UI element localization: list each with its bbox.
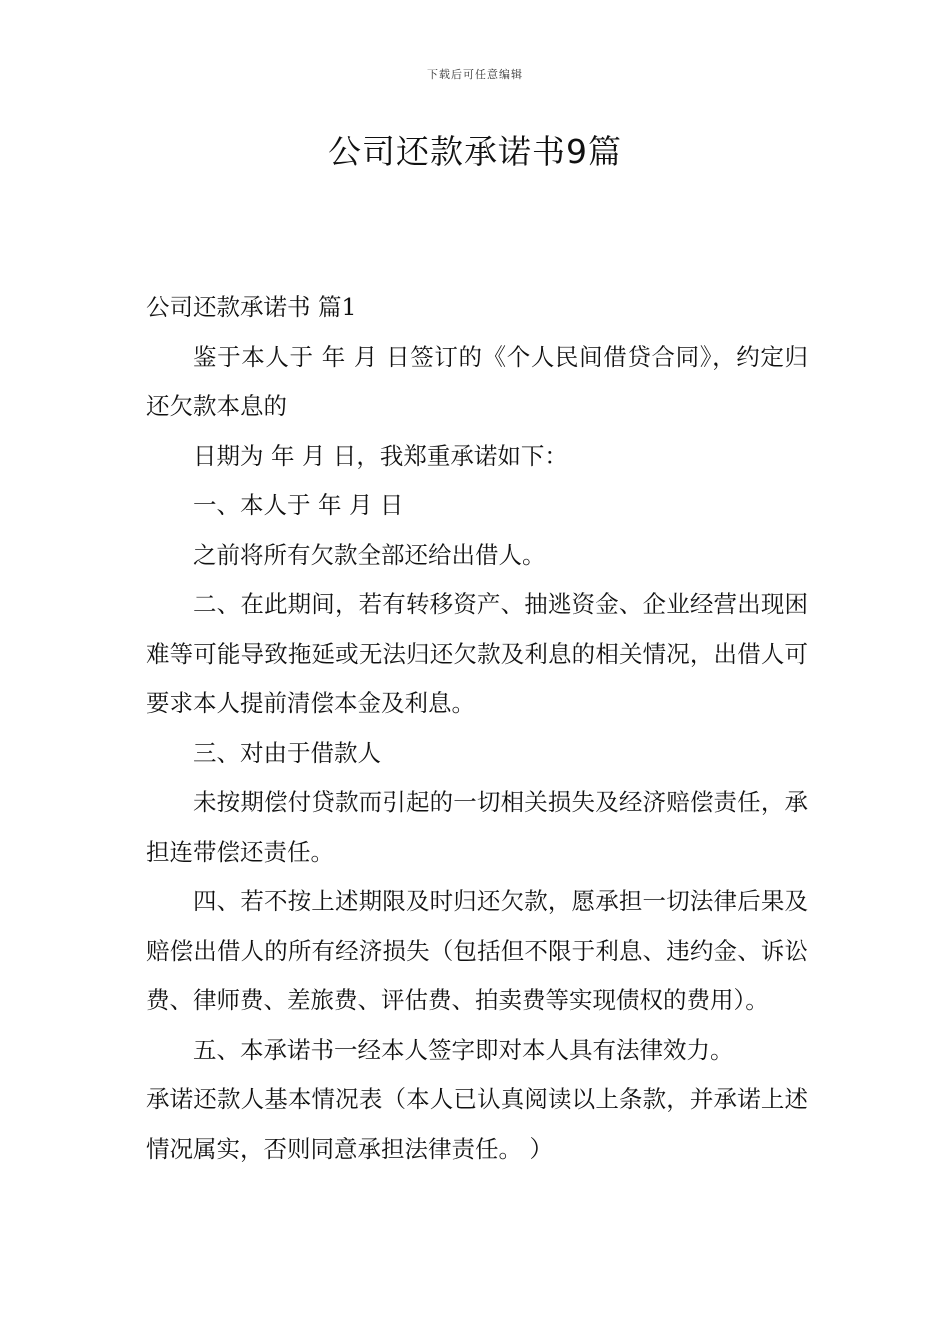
document-body [146, 283, 808, 1174]
paragraph-clause-1-cont: 之前将所有欠款全部还给出借人。 [193, 540, 546, 569]
paragraph-preamble: 鉴于本人于 年 月 日签订的《个人民间借贷合同》，约定归还欠款本息的 [146, 342, 808, 420]
paragraph-date: 日期为 年 月 日，我郑重承诺如下： [193, 441, 568, 470]
paragraph-clause-2: 二、在此期间，若有转移资产、抽逃资金、企业经营出现困难等可能导致拖延或无法归还欠款及利息的相关情况，出借人可要求本人提前清偿本金及利息。 [146, 590, 808, 717]
paragraph-clause-1: 一、本人于 年 月 日 [193, 491, 404, 519]
document-title: 公司还款承诺书9篇 [328, 132, 622, 171]
paragraph-clause-4: 四、若不按上述期限及时归还欠款，愿承担一切法律后果及赔偿出借人的所有经济损失（包括但不限于利息、违约金、诉讼费、律师费、差旅费、评估费、拍卖费等实现债权的费用）。 [146, 887, 808, 1014]
paragraph-clause-5: 五、本承诺书一经本人签字即对本人具有法律效力。 [193, 1035, 734, 1064]
paragraph-clause-3: 三、对由于借款人 [193, 738, 381, 767]
paragraph-info-table-note: 承诺还款人基本情况表（本人已认真阅读以上条款，并承诺上述情况属实，否则同意承担法律责任。 ） [146, 1085, 808, 1163]
paragraph-clause-3-cont: 未按期偿付贷款而引起的一切相关损失及经济赔偿责任，承担连带偿还责任。 [146, 788, 808, 866]
header-note: 下载后可任意编辑 [427, 68, 523, 81]
section-heading: 公司还款承诺书 篇1 [146, 293, 357, 321]
